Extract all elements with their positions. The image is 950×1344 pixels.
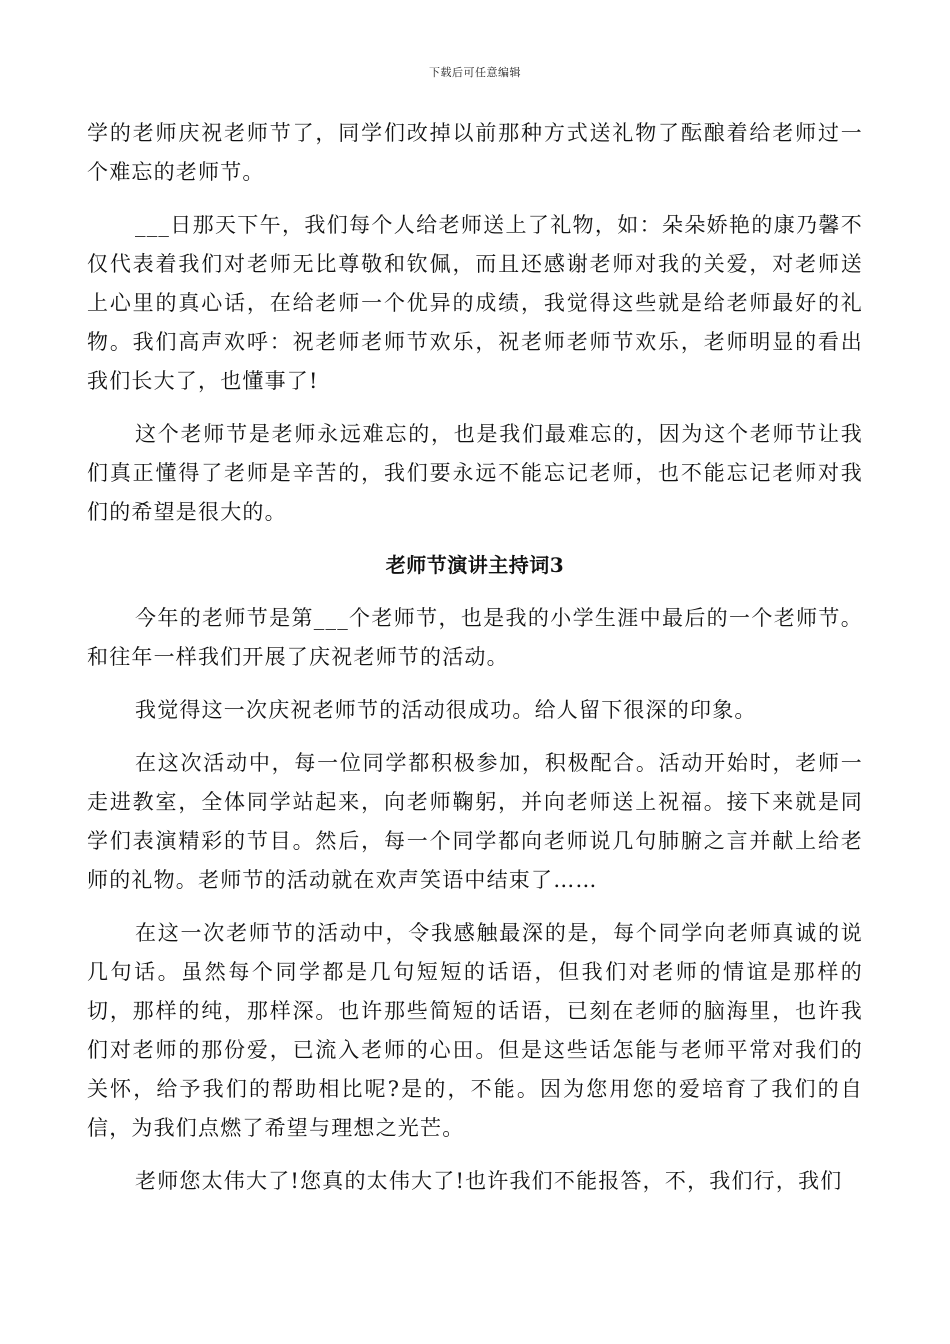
page-header: 下载后可任意编辑 <box>429 66 521 79</box>
paragraph-1: 学的老师庆祝老师节了，同学们改掉以前那种方式送礼物了酝酿着给老师过一个难忘的老师节。 <box>87 121 863 184</box>
paragraph-8: 老师您太伟大了!您真的太伟大了!也许我们不能报答，不，我们行，我们 <box>135 1169 843 1193</box>
section-heading: 老师节演讲主持词3 <box>385 553 565 577</box>
paragraph-3: 这个老师节是老师永远难忘的，也是我们最难忘的，因为这个老师节让我们真正懂得了老师是辛苦的，我们要永远不能忘记老师，也不能忘记老师对我们的希望是很大的。 <box>87 422 863 524</box>
paragraph-6: 在这次活动中，每一位同学都积极参加，积极配合。活动开始时，老师一走进教室，全体同学站起来，向老师鞠躬，并向老师送上祝福。接下来就是同学们表演精彩的节目。然后，每一个同学都向老师说几句肺腑之言并献上给老师的礼物。老师节的活动就在欢声笑语中结束了…… <box>87 751 863 892</box>
paragraph-5: 我觉得这一次庆祝老师节的活动很成功。给人留下很深的印象。 <box>135 698 757 722</box>
document-body <box>87 114 863 1201</box>
paragraph-2: ___日那天下午，我们每个人给老师送上了礼物，如：朵朵娇艳的康乃馨不仅代表着我们对老师无比尊敬和钦佩，而且还感谢老师对我的关爱，对老师送上心里的真心话，在给老师一个优异的成绩，我觉得这些就是给老师最好的礼物。我们高声欢呼：祝老师老师节欢乐，祝老师老师节欢乐，老师明显的看出我们长大了，也懂事了! <box>87 213 863 393</box>
paragraph-4: 今年的老师节是第___个老师节，也是我的小学生涯中最后的一个老师节。和往年一样我们开展了庆祝老师节的活动。 <box>87 606 863 669</box>
paragraph-7: 在这一次老师节的活动中，令我感触最深的是，每个同学向老师真诚的说几句话。虽然每个同学都是几句短短的话语，但我们对老师的情谊是那样的切，那样的纯，那样深。也许那些简短的话语，已刻在老师的脑海里，也许我们对老师的那份爱，已流入老师的心田。但是这些话怎能与老师平常对我们的关怀，给予我们的帮助相比呢?是的，不能。因为您用您的爱培育了我们的自信，为我们点燃了希望与理想之光芒。 <box>87 921 863 1140</box>
